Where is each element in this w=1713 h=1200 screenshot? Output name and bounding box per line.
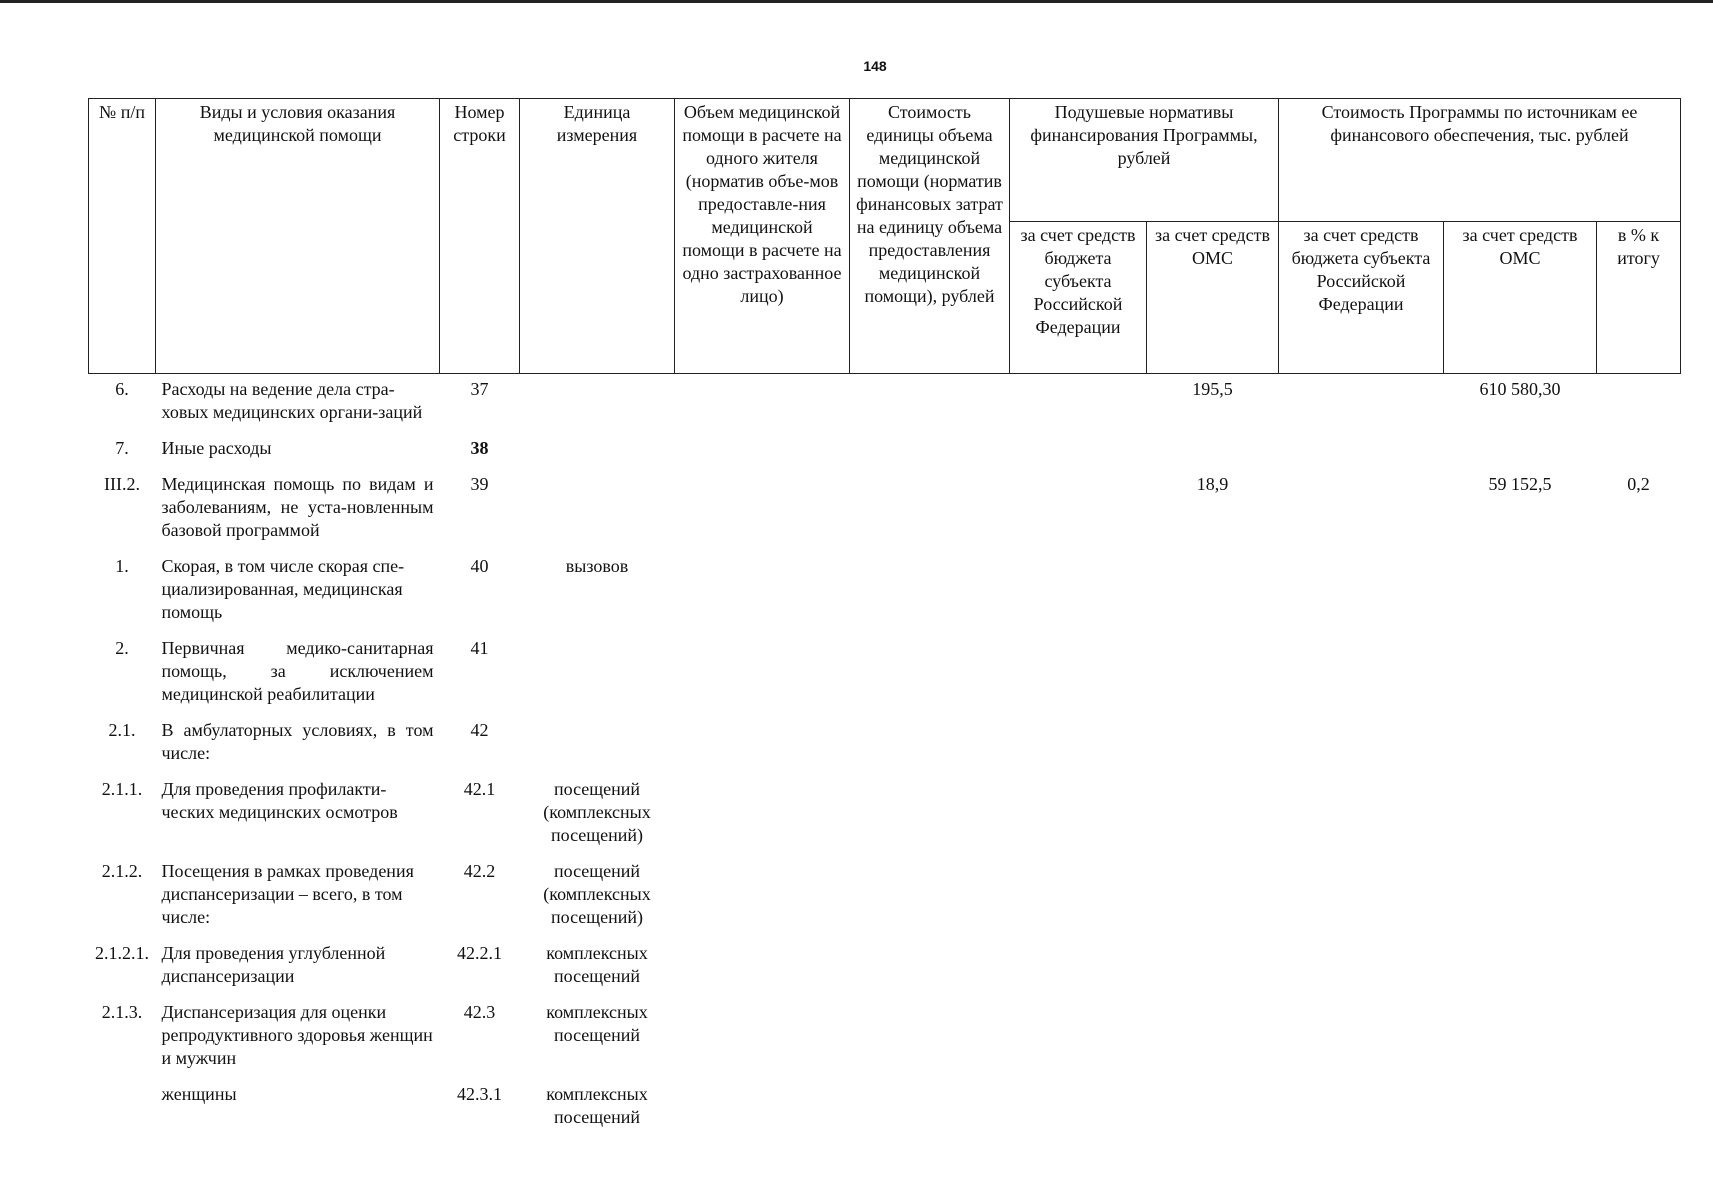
cell-unit: комплексных посещений <box>546 1084 648 1127</box>
table-row <box>89 433 1681 469</box>
cell-program-oms <box>1444 774 1597 856</box>
cell-unit: комплексных посещений <box>546 943 648 986</box>
cell-kind: В амбулаторных условиях, в том числе: <box>161 720 434 763</box>
cell-program-percent <box>1597 433 1681 469</box>
cell-volume <box>675 433 850 469</box>
cell-volume <box>675 938 850 997</box>
header-unit-cost: Стоимость единицы объема медицинской помощи (норматив финансовых затрат на единицу объема предоставления медицинской помощи), рублей <box>850 99 1010 374</box>
header-percapita-budget: за счет средств бюджета субъекта Российской Федерации <box>1010 222 1147 374</box>
header-group-percapita: Подушевые нормативы финансирования Программы, рублей <box>1010 99 1279 222</box>
cell-kind: Первичная медико-санитарная помощь, за исключением медицинской реабилитации <box>161 638 434 704</box>
cell-num: 2. <box>115 638 129 658</box>
program-cost-table <box>88 98 1681 1138</box>
cell-row-number: 42.2.1 <box>457 943 502 963</box>
cell-percapita-oms <box>1147 551 1279 633</box>
cell-program-budget <box>1279 938 1444 997</box>
cell-row-number: 42 <box>470 720 489 740</box>
header-program-oms: за счет средств ОМС <box>1444 222 1597 374</box>
cell-volume <box>675 374 850 434</box>
cell-program-oms <box>1444 715 1597 774</box>
cell-percapita-budget <box>1010 433 1147 469</box>
cell-percapita-budget <box>1010 997 1147 1079</box>
cell-program-budget <box>1279 1079 1444 1138</box>
cell-program-percent <box>1597 715 1681 774</box>
cell-program-oms: 59 152,5 <box>1488 474 1552 494</box>
cell-num: 2.1.2.1. <box>95 943 149 963</box>
cell-percapita-budget <box>1010 715 1147 774</box>
cell-row-number: 41 <box>470 638 489 658</box>
cell-volume <box>675 633 850 715</box>
cell-row-number: 42.1 <box>463 779 496 799</box>
cell-program-percent <box>1597 374 1681 434</box>
cell-volume <box>675 715 850 774</box>
cell-percapita-budget <box>1010 374 1147 434</box>
cell-row-number: 42.3.1 <box>457 1084 502 1104</box>
cell-unit-cost <box>850 433 1010 469</box>
cell-unit: посещений (комплексных посещений) <box>543 779 651 845</box>
cell-percapita-oms <box>1147 715 1279 774</box>
cell-program-budget <box>1279 374 1444 434</box>
cell-unit: вызовов <box>565 556 629 576</box>
table-body <box>89 374 1681 1139</box>
cell-unit-cost <box>850 633 1010 715</box>
cell-program-budget <box>1279 856 1444 938</box>
cell-num: 2.1. <box>108 720 136 740</box>
header-group-program-cost: Стоимость Программы по источникам ее финансового обеспечения, тыс. рублей <box>1279 99 1681 222</box>
header-program-percent: в % к итогу <box>1597 222 1681 374</box>
header-kind: Виды и условия оказания медицинской помощи <box>156 99 440 374</box>
cell-program-oms <box>1444 938 1597 997</box>
cell-unit <box>520 715 675 774</box>
header-volume: Объем медицинской помощи в расчете на одного жителя (норматив объе-мов предоставле-ния медицинской помощи в расчете на одно застрахованное лицо) <box>675 99 850 374</box>
cell-program-budget <box>1279 433 1444 469</box>
cell-num <box>89 1079 156 1138</box>
cell-volume <box>675 551 850 633</box>
cell-num: III.2. <box>104 474 140 494</box>
cell-program-oms <box>1444 997 1597 1079</box>
cell-percapita-budget <box>1010 938 1147 997</box>
cell-kind: Расходы на ведение дела стра-ховых медицинских органи-заций <box>161 379 423 422</box>
cell-unit-cost <box>850 715 1010 774</box>
table-row <box>89 997 1681 1079</box>
cell-volume <box>675 774 850 856</box>
cell-num: 2.1.2. <box>101 861 143 881</box>
table-row <box>89 938 1681 997</box>
cell-program-budget <box>1279 997 1444 1079</box>
cell-program-oms <box>1444 433 1597 469</box>
header-row-number: Номер строки <box>440 99 520 374</box>
cell-program-oms: 610 580,30 <box>1479 379 1561 399</box>
cell-row-number: 42.3 <box>463 1002 496 1022</box>
cell-unit <box>520 374 675 434</box>
cell-program-oms <box>1444 856 1597 938</box>
cell-program-percent <box>1597 551 1681 633</box>
cell-percapita-budget <box>1010 633 1147 715</box>
cell-percapita-oms <box>1147 1079 1279 1138</box>
table-row <box>89 551 1681 633</box>
table-row <box>89 715 1681 774</box>
cell-unit-cost <box>850 856 1010 938</box>
cell-kind: Иные расходы <box>161 438 272 458</box>
cell-volume <box>675 856 850 938</box>
cell-percapita-budget <box>1010 1079 1147 1138</box>
cell-kind: Скорая, в том числе скорая спе-циализированная, медицинская помощь <box>161 556 405 622</box>
table-row <box>89 374 1681 434</box>
cell-row-number: 42.2 <box>463 861 496 881</box>
header-program-budget: за счет средств бюджета субъекта Российской Федерации <box>1279 222 1444 374</box>
cell-unit <box>520 633 675 715</box>
cell-volume <box>675 469 850 551</box>
cell-program-percent <box>1597 1079 1681 1138</box>
cell-percapita-oms <box>1147 433 1279 469</box>
cell-program-percent <box>1597 774 1681 856</box>
cell-program-oms <box>1444 551 1597 633</box>
cell-program-oms <box>1444 633 1597 715</box>
cell-num: 2.1.3. <box>101 1002 143 1022</box>
header-num: № п/п <box>89 99 156 374</box>
scan-top-border <box>0 0 1713 3</box>
cell-kind: Для проведения углубленной диспансеризации <box>161 943 386 986</box>
table-header <box>89 99 1681 374</box>
cell-unit: комплексных посещений <box>546 1002 648 1045</box>
header-percapita-oms: за счет средств ОМС <box>1147 222 1279 374</box>
cell-row-number: 39 <box>470 474 489 494</box>
cell-kind: Для проведения профилакти-ческих медицинских осмотров <box>161 779 398 822</box>
cell-unit-cost <box>850 774 1010 856</box>
cell-unit <box>520 433 675 469</box>
cell-percapita-oms <box>1147 997 1279 1079</box>
cell-kind: Посещения в рамках проведения диспансеризации – всего, в том числе: <box>161 861 414 927</box>
table-row <box>89 633 1681 715</box>
cell-percapita-budget <box>1010 856 1147 938</box>
cell-unit-cost <box>850 938 1010 997</box>
cell-percapita-oms <box>1147 938 1279 997</box>
cell-program-budget <box>1279 551 1444 633</box>
cell-program-percent <box>1597 938 1681 997</box>
cell-row-number: 37 <box>470 379 489 399</box>
cell-percapita-oms <box>1147 633 1279 715</box>
cell-percapita-oms <box>1147 774 1279 856</box>
cell-percapita-budget <box>1010 469 1147 551</box>
cell-program-budget <box>1279 469 1444 551</box>
cell-volume <box>675 997 850 1079</box>
cell-percapita-oms: 18,9 <box>1196 474 1229 494</box>
cell-percapita-budget <box>1010 551 1147 633</box>
cell-unit-cost <box>850 374 1010 434</box>
cell-unit <box>520 469 675 551</box>
cell-kind: Диспансеризация для оценки репродуктивного здоровья женщин и мужчин <box>161 1002 433 1068</box>
table-row <box>89 469 1681 551</box>
cell-row-number: 38 <box>470 438 489 458</box>
cell-percapita-budget <box>1010 774 1147 856</box>
cell-row-number: 40 <box>470 556 489 576</box>
cell-kind: Медицинская помощь по видам и заболеваниям, не уста-новленным базовой программой <box>161 474 434 540</box>
cell-volume <box>675 1079 850 1138</box>
table-row <box>89 1079 1681 1138</box>
cell-num: 7. <box>115 438 129 458</box>
cell-unit-cost <box>850 551 1010 633</box>
table-row <box>89 774 1681 856</box>
cell-program-budget <box>1279 715 1444 774</box>
cell-program-percent: 0,2 <box>1627 474 1650 494</box>
header-unit: Единица измерения <box>520 99 675 374</box>
cell-unit-cost <box>850 469 1010 551</box>
cell-num: 1. <box>115 556 129 576</box>
cell-program-budget <box>1279 774 1444 856</box>
cell-num: 6. <box>115 379 129 399</box>
cell-num: 2.1.1. <box>101 779 143 799</box>
cell-unit-cost <box>850 1079 1010 1138</box>
cell-program-percent <box>1597 997 1681 1079</box>
table-row <box>89 856 1681 938</box>
cell-percapita-oms <box>1147 856 1279 938</box>
cell-unit-cost <box>850 997 1010 1079</box>
cell-program-oms <box>1444 1079 1597 1138</box>
cell-program-percent <box>1597 856 1681 938</box>
cell-program-percent <box>1597 633 1681 715</box>
cell-program-budget <box>1279 633 1444 715</box>
page-number: 148 <box>863 58 887 74</box>
cell-kind: женщины <box>161 1084 237 1104</box>
cell-percapita-oms: 195,5 <box>1192 379 1233 399</box>
cell-unit: посещений (комплексных посещений) <box>543 861 651 927</box>
